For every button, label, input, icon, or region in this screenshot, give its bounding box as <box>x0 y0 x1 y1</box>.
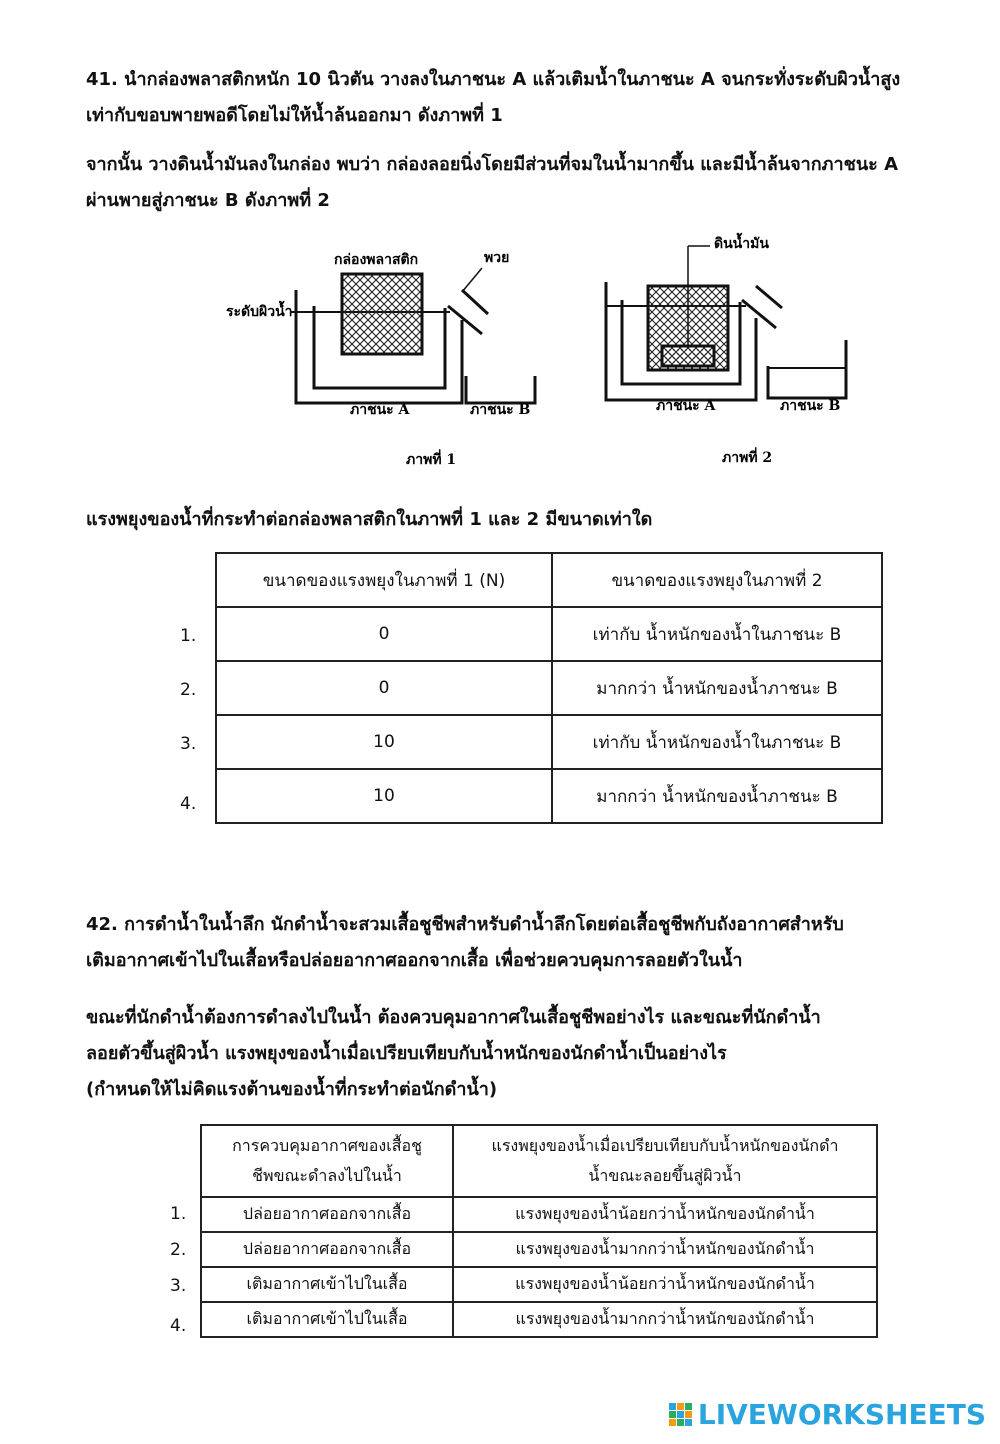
q41-option-4-number[interactable]: 4. <box>180 794 197 814</box>
figure-2 <box>600 228 860 478</box>
q42-header-2 <box>453 1125 877 1197</box>
plastic-box <box>342 274 422 354</box>
q41-option-1-number[interactable]: 1. <box>180 626 197 646</box>
q42-row-3-col-2: แรงพยุงของน้ำน้อยกว่าน้ำหนักของนักดำน้ำ <box>453 1267 877 1302</box>
q42-option-1-number[interactable]: 1. <box>170 1204 187 1224</box>
q41-option-3-number[interactable]: 3. <box>180 734 197 754</box>
box-label: กล่องพลาสติก <box>334 252 419 268</box>
q42-header-1-line-1: การควบคุมอากาศของเสื้อชู <box>232 1136 422 1155</box>
liveworksheets-logo[interactable] <box>669 1398 986 1431</box>
q42-header-1-line-2: ชีพขณะดำลงไปในน้ำ <box>252 1166 402 1185</box>
q42-options-table <box>200 1124 878 1338</box>
q42-row-2-col-2: แรงพยุงของน้ำมากกว่าน้ำหนักของนักดำน้ำ <box>453 1232 877 1267</box>
q41-row-2-col-2: มากกว่า น้ำหนักของน้ำภาชนะ B <box>552 661 882 715</box>
q42-header-2-line-1: แรงพยุงของน้ำเมื่อเปรียบเทียบกับน้ำหนักของนักดำ <box>491 1136 839 1155</box>
q42-row-2-col-1: ปล่อยอากาศออกจากเสื้อ <box>201 1232 453 1267</box>
q42-row-3-col-1: เติมอากาศเข้าไปในเสื้อ <box>201 1267 453 1302</box>
vessel-a-label: ภาชนะ A <box>350 402 410 418</box>
table-row[interactable] <box>216 769 882 823</box>
q42-option-2-number[interactable]: 2. <box>170 1240 187 1260</box>
q41-question-text: แรงพยุงของน้ำที่กระทำต่อกล่องพลาสติกในภาพที่ 1 และ 2 มีขนาดเท่าใด <box>86 509 653 530</box>
q42-intro <box>86 907 946 979</box>
spout-label: พวย <box>484 250 510 266</box>
vessel-b-outline <box>466 376 535 403</box>
q42-header-2-line-2: น้ำขณะลอยขึ้นสู่ผิวน้ำ <box>588 1166 742 1185</box>
water-level-label: ระดับผิวน้ำ <box>226 304 293 320</box>
clay-label: ดินน้ำมัน <box>714 236 769 252</box>
liveworksheets-brand: LIVEWORKSHEETS <box>697 1398 986 1431</box>
table-row[interactable] <box>201 1232 877 1267</box>
q41-intro <box>86 62 946 134</box>
q41-line-2: เท่ากับขอบพายพอดีโดยไม่ให้น้ำล้นออกมา ดังภาพที่ 1 <box>86 105 503 126</box>
q42-row-4-col-2: แรงพยุงของน้ำมากกว่าน้ำหนักของนักดำน้ำ <box>453 1302 877 1337</box>
q42-row-1-col-1: ปล่อยอากาศออกจากเสื้อ <box>201 1197 453 1232</box>
q42-header-1 <box>201 1125 453 1197</box>
q41-row-4-col-1: 10 <box>216 769 552 823</box>
q42-row-4-col-1: เติมอากาศเข้าไปในเสื้อ <box>201 1302 453 1337</box>
table-row[interactable] <box>201 1267 877 1302</box>
q42-line-5: (กำหนดให้ไม่คิดแรงต้านของน้ำที่กระทำต่อนักดำน้ำ) <box>86 1079 498 1100</box>
liveworksheets-grid-icon <box>669 1403 692 1426</box>
table-row[interactable] <box>216 607 882 661</box>
q41-question <box>86 502 946 538</box>
q41-options-table <box>215 552 883 824</box>
figure-2-caption: ภาพที่ 2 <box>722 450 773 466</box>
q42-line-3: ขณะที่นักดำน้ำต้องการดำลงไปในน้ำ ต้องควบคุมอากาศในเสื้อชูชีพอย่างไร และขณะที่นักดำน้ำ <box>86 1007 821 1028</box>
table-row[interactable] <box>201 1197 877 1232</box>
q41-intro-2 <box>86 147 946 219</box>
q41-row-1-col-2: เท่ากับ น้ำหนักของน้ำในภาชนะ B <box>552 607 882 661</box>
q41-row-2-col-1: 0 <box>216 661 552 715</box>
q41-line-3: จากนั้น วางดินน้ำมันลงในกล่อง พบว่า กล่องลอยนิ่งโดยมีส่วนที่จมในน้ำมากขึ้น และมีน้ำล้นจากภาชนะ A <box>86 154 899 175</box>
q42-option-4-number[interactable]: 4. <box>170 1316 187 1336</box>
vessel-a-label-2: ภาชนะ A <box>656 398 716 414</box>
q42-line-1: 42. การดำน้ำในน้ำลึก นักดำน้ำจะสวมเสื้อชูชีพสำหรับดำน้ำลึกโดยต่อเสื้อชูชีพกับถังอากาศสำหรับ <box>86 914 844 935</box>
table-row[interactable] <box>201 1302 877 1337</box>
q41-option-2-number[interactable]: 2. <box>180 680 197 700</box>
q41-header-2: ขนาดของแรงพยุงในภาพที่ 2 <box>552 553 882 607</box>
q41-row-4-col-2: มากกว่า น้ำหนักของน้ำภาชนะ B <box>552 769 882 823</box>
q41-row-3-col-2: เท่ากับ น้ำหนักของน้ำในภาชนะ B <box>552 715 882 769</box>
q41-header-1: ขนาดของแรงพยุงในภาพที่ 1 (N) <box>216 553 552 607</box>
q42-question <box>86 1000 946 1108</box>
vessel-b-label: ภาชนะ B <box>470 402 531 418</box>
q41-line-4: ผ่านพายสู่ภาชนะ B ดังภาพที่ 2 <box>86 190 330 211</box>
vessel-b-label-2: ภาชนะ B <box>780 398 841 414</box>
q41-row-1-col-1: 0 <box>216 607 552 661</box>
q42-line-4: ลอยตัวขึ้นสู่ผิวน้ำ แรงพยุงของน้ำเมื่อเปรียบเทียบกับน้ำหนักของนักดำน้ำเป็นอย่างไร <box>86 1043 727 1064</box>
figure-1 <box>220 228 560 478</box>
q42-option-3-number[interactable]: 3. <box>170 1276 187 1296</box>
clay-block <box>662 346 714 366</box>
q41-row-3-col-1: 10 <box>216 715 552 769</box>
q42-row-1-col-2: แรงพยุงของน้ำน้อยกว่าน้ำหนักของนักดำน้ำ <box>453 1197 877 1232</box>
table-row[interactable] <box>216 715 882 769</box>
q42-line-2: เติมอากาศเข้าไปในเสื้อหรือปล่อยอากาศออกจากเสื้อ เพื่อช่วยควบคุมการลอยตัวในน้ำ <box>86 950 743 971</box>
q41-line-1: 41. นำกล่องพลาสติกหนัก 10 นิวตัน วางลงในภาชนะ A แล้วเติมน้ำในภาชนะ A จนกระทั่งระดับผิวน้ำสูง <box>86 69 901 90</box>
table-row[interactable] <box>216 661 882 715</box>
figure-1-caption: ภาพที่ 1 <box>406 452 457 468</box>
